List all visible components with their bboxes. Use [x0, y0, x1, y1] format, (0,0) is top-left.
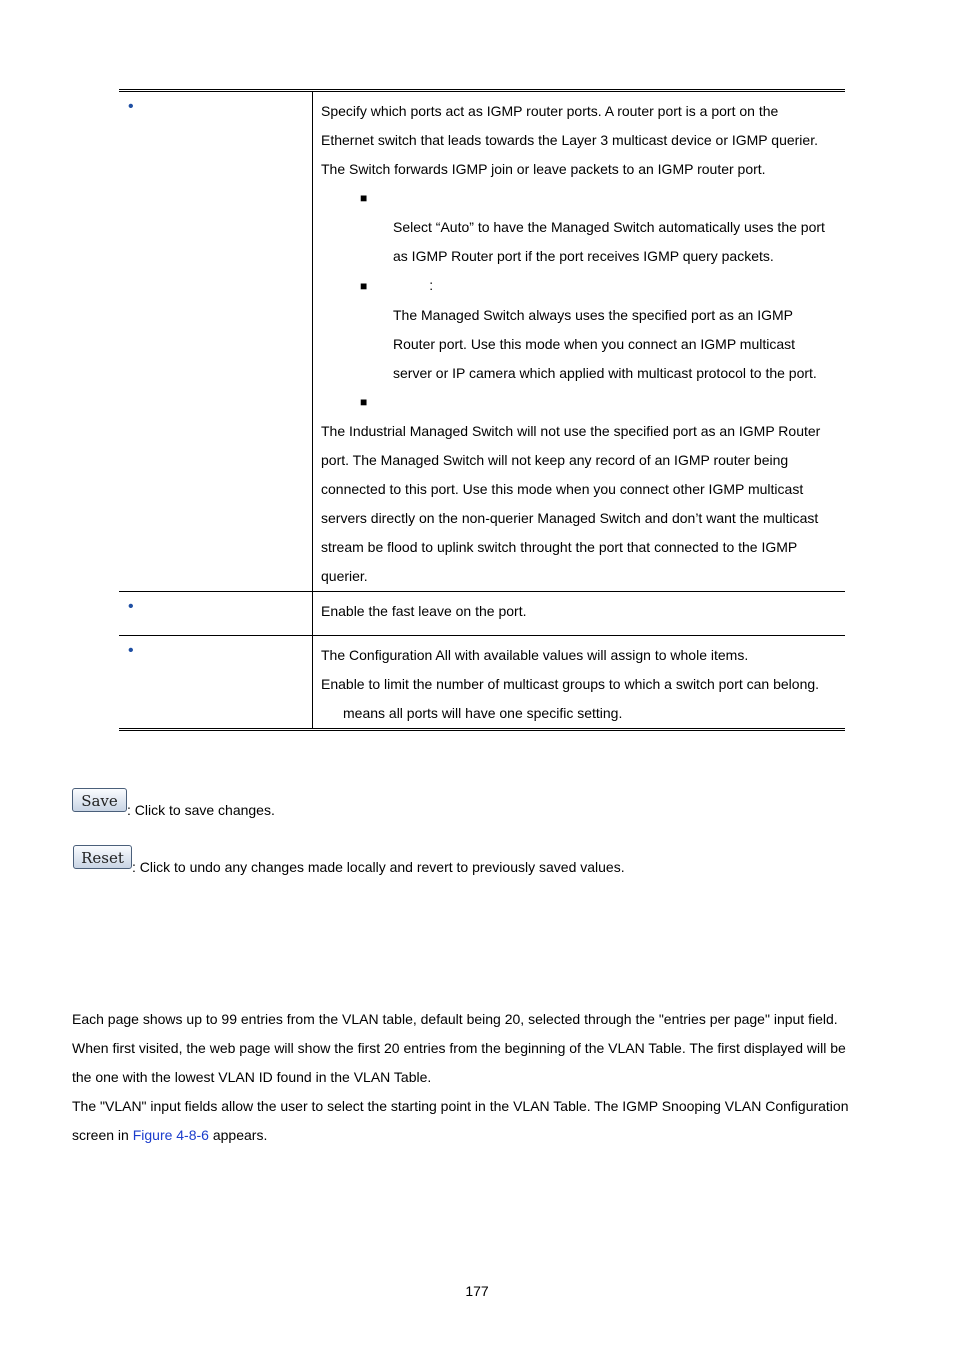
paragraph-line: When first visited, the web page will show the first 20 entries from the beginning of the VLAN Table. The first displayed will be	[72, 1040, 846, 1056]
description-line: Ethernet switch that leads towards the Layer 3 multicast device or IGMP querier.	[321, 132, 818, 148]
description-line: The Configuration All with available values will assign to whole items.	[321, 647, 749, 663]
reset-description: : Click to undo any changes made locally and revert to previously saved values.	[132, 859, 625, 875]
description-line: Specify which ports act as IGMP router ports. A router port is a port on the	[321, 103, 779, 119]
description-cell	[313, 592, 846, 636]
page-number: 177	[465, 1283, 489, 1299]
save-description: : Click to save changes.	[127, 802, 275, 818]
square-bullet-icon: ■	[360, 191, 368, 205]
description-cell	[313, 636, 846, 730]
table-row-fast-leave	[119, 592, 845, 636]
description-cell	[313, 91, 846, 592]
fix-description-line: server or IP camera which applied with multicast protocol to the port.	[393, 365, 817, 381]
bullet-icon: •	[128, 598, 134, 615]
body-paragraph	[72, 1005, 892, 1150]
bullet-icon: •	[128, 642, 134, 659]
square-bullet-icon: ■	[360, 395, 368, 409]
paragraph-line: The "VLAN" input fields allow the user to select the starting point in the VLAN Table. The IGMP Snooping VLAN Configuration	[72, 1098, 849, 1114]
fix-description-line: The Managed Switch always uses the specified port as an IGMP	[393, 307, 793, 323]
description-line: Enable to limit the number of multicast groups to which a switch port can belong.	[321, 676, 820, 692]
none-description-line: servers directly on the non-querier Managed Switch and don’t want the multicast	[321, 510, 819, 526]
none-description-line: stream be flood to uplink switch throught the port that connected to the IGMP	[321, 539, 798, 555]
parameter-table	[119, 89, 845, 731]
none-description-line: connected to this port. Use this mode when you connect other IGMP multicast	[321, 481, 804, 497]
table-row-throttling	[119, 636, 845, 730]
bullet-icon: •	[128, 98, 134, 115]
figure-link[interactable]: Figure 4-8-6	[132, 1127, 209, 1143]
paragraph-line: the one with the lowest VLAN ID found in the VLAN Table.	[72, 1069, 432, 1085]
none-description-line: The Industrial Managed Switch will not use the specified port as an IGMP Router	[321, 423, 821, 439]
fix-colon: :	[429, 277, 434, 293]
reset-button[interactable]: Reset	[73, 845, 132, 869]
fix-option-row	[321, 271, 837, 301]
parameter-cell	[119, 91, 313, 592]
parameter-cell	[119, 592, 313, 636]
none-description-line: querier.	[321, 568, 368, 584]
none-description-line: port. The Managed Switch will not keep any record of an IGMP router being	[321, 452, 789, 468]
paragraph-text: appears.	[208, 1127, 268, 1143]
table-row-router-port	[119, 91, 845, 592]
paragraph-line: Each page shows up to 99 entries from the VLAN table, default being 20, selected through the "entries per page" input field.	[72, 1011, 838, 1027]
paragraph-text: screen in	[72, 1127, 133, 1143]
fix-description-line: Router port. Use this mode when you connect an IGMP multicast	[393, 336, 796, 352]
description-line: Enable the fast leave on the port.	[321, 603, 527, 619]
description-line: means all ports will have one specific setting.	[343, 705, 623, 721]
description-line: The Switch forwards IGMP join or leave packets to an IGMP router port.	[321, 161, 766, 177]
save-button[interactable]: Save	[72, 788, 127, 812]
auto-description-line: as IGMP Router port if the port receives IGMP query packets.	[393, 248, 774, 264]
paragraph-line	[72, 1121, 892, 1150]
auto-description-line: Select “Auto” to have the Managed Switch automatically uses the port	[393, 219, 825, 235]
parameter-cell	[119, 636, 313, 730]
square-bullet-icon: ■	[360, 279, 368, 293]
